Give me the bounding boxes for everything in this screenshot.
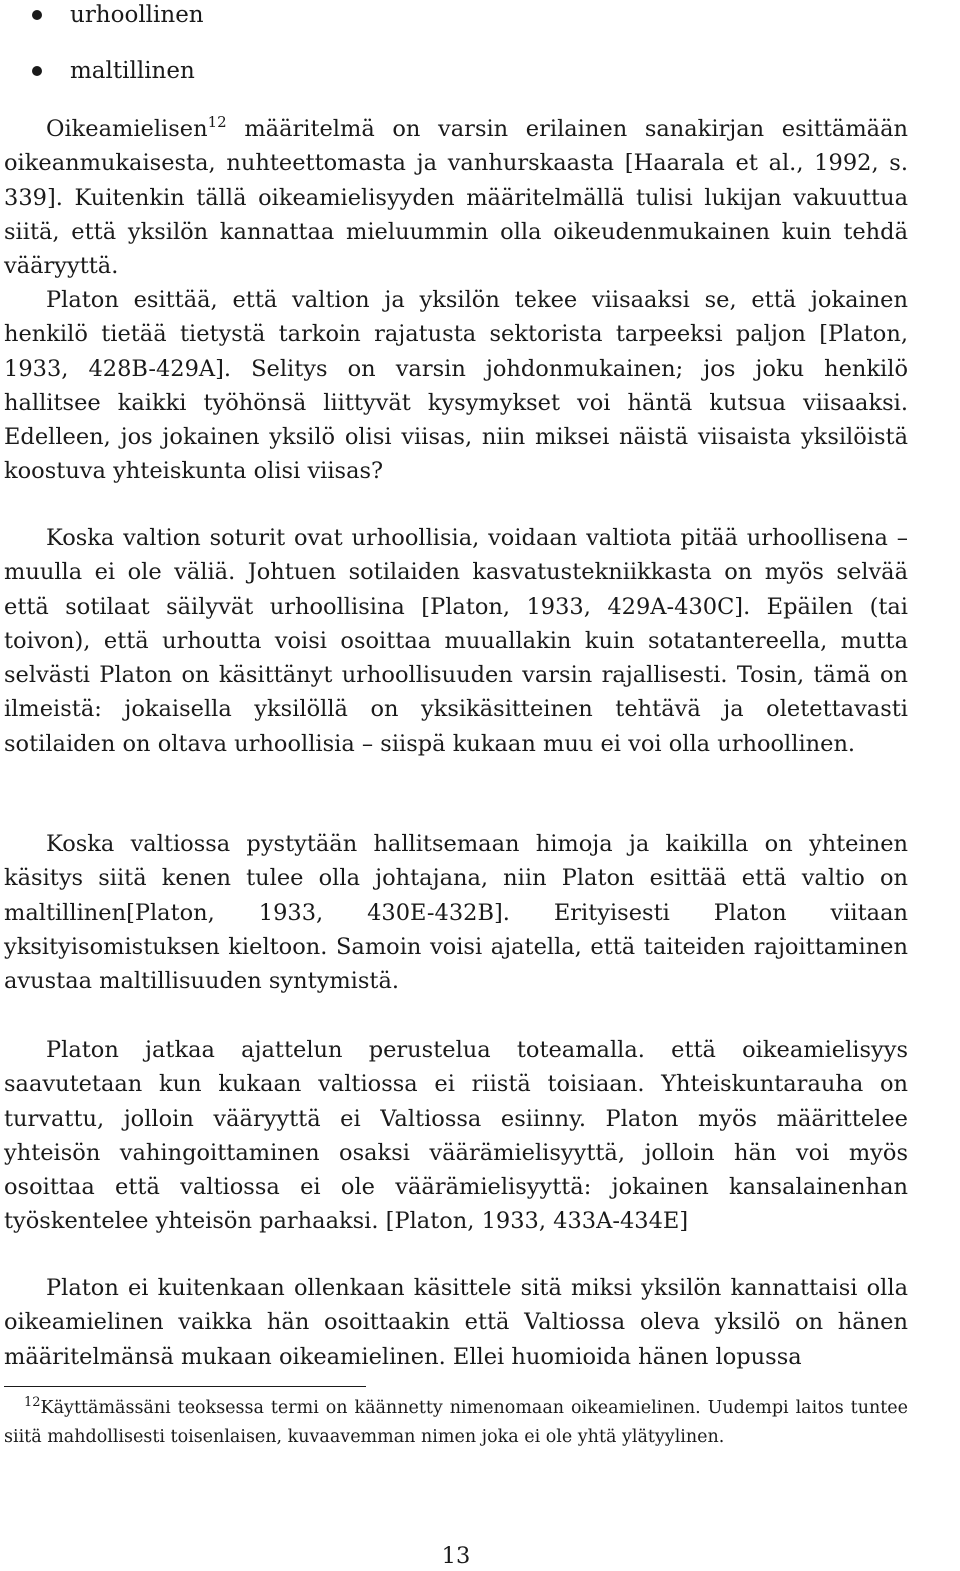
paragraph-text: Platon esittää, että valtion ja yksilön tekee viisaaksi se, että jokainen henkilö tietää tietystä tarkoin rajatusta sektorista tarpeeksi paljon [Platon, 1933, 428B-429A]. Selitys on varsin johdonmukainen; jos joku henkilö hallitsee kaikki työhönsä liittyvät kysymykset voi häntä kutsua viisaaksi. Edelleen, jos jokainen yksilö olisi viisas, niin miksei näistä viisaista yksilöistä koostuva yhteiskunta olisi viisas? bbox=[4, 287, 908, 485]
paragraph-text: Koska valtiossa pystytään hallitsemaan himoja ja kaikilla on yhteinen käsitys siitä kenen tulee olla johtajana, niin Platon esittää että valtio on maltillinen[Platon, 1933, 430E-432B]. Erityisesti Platon viitaan yksityisomistuksen kieltoon. Samoin voisi ajatella, että taiteiden rajoittaminen avustaa maltillisuuden syntymistä. bbox=[4, 831, 908, 995]
paragraph-text-rest: määritelmä on varsin erilainen sanakirjan esittämään oikeanmukaisesta, nuhteettomasta ja vanhurskaasta [Haarala et al., 1992, s. 339]. Kuitenkin tällä oikeamielisyyden määritelmällä tulisi lukijan vakuuttua siitä, että yksilön kannattaa mieluummin olla oikeudenmukainen kuin tehdä vääryyttä. bbox=[4, 116, 908, 280]
paragraph-definition bbox=[4, 112, 908, 283]
bullet-dot-icon bbox=[32, 66, 42, 76]
footnote-divider bbox=[4, 1386, 366, 1387]
paragraph-moderation bbox=[4, 827, 908, 998]
bullet-item-text: urhoollinen bbox=[70, 2, 204, 28]
paragraph-text: Platon ei kuitenkaan ollenkaan käsittele sitä miksi yksilön kannattaisi olla oikeamielinen vaikka hän osoittaakin että Valtiossa oleva yksilö on hänen määritelmänsä mukaan oikeamielinen. Ellei huomioida hänen lopussa bbox=[4, 1275, 908, 1370]
bullet-item-text: maltillinen bbox=[70, 58, 195, 84]
paragraph-justice bbox=[4, 1033, 908, 1239]
page-number: 13 bbox=[441, 1543, 471, 1569]
paragraph-text-start: Oikeamielisen bbox=[46, 116, 208, 142]
footnote-reference[interactable]: 12 bbox=[207, 113, 227, 131]
paragraph-text: Koska valtion soturit ovat urhoollisia, voidaan valtiota pitää urhoollisena – muulla ei ole väliä. Johtuen sotilaiden kasvatustekniikkasta on myös selvää että sotilaat säilyvät urhoollisina [Platon, 1933, 429A-430C]. Epäilen (tai toivon), että urhoutta voisi osoittaa muuallakin kuin sotatantereella, mutta selvästi Platon on käsittänyt urhoollisuuden varsin rajallisesti. Tosin, tämä on ilmeistä: jokaisella yksilöllä on yksikäsitteinen tehtävä ja oletettavasti sotilaiden on oltava urhoollisia – siispä kukaan muu ei voi olla urhoollinen. bbox=[4, 525, 908, 757]
paragraph-text: Platon jatkaa ajattelun perustelua toteamalla. että oikeamielisyys saavutetaan kun kukaan valtiossa ei riistä toisiaan. Yhteiskuntarauha on turvattu, jolloin vääryyttä ei Valtiossa esiinny. Platon myös määrittelee yhteisön vahingoittaminen osaksi väärämielisyyttä, jolloin hän voi myös osoittaa että valtiossa ei ole väärämielisyyttä: jokainen kansalainenhan työskentelee yhteisön parhaaksi. [Platon, 1933, 433A-434E] bbox=[4, 1037, 908, 1235]
bullet-dot-icon bbox=[32, 10, 42, 20]
paragraph-conclusion bbox=[4, 1271, 908, 1374]
footnote-text: Käyttämässäni teoksessa termi on käännetty nimenomaan oikeamielinen. Uudempi laitos tuntee siitä mahdollisesti toisenlaisen, kuvaavemman nimen joka ei ole yhtä ylätyylinen. bbox=[4, 1398, 908, 1447]
footnote bbox=[4, 1394, 908, 1452]
paragraph-wisdom bbox=[4, 283, 908, 489]
footnote-marker: 12 bbox=[24, 1395, 41, 1410]
paragraph-courage bbox=[4, 521, 908, 761]
